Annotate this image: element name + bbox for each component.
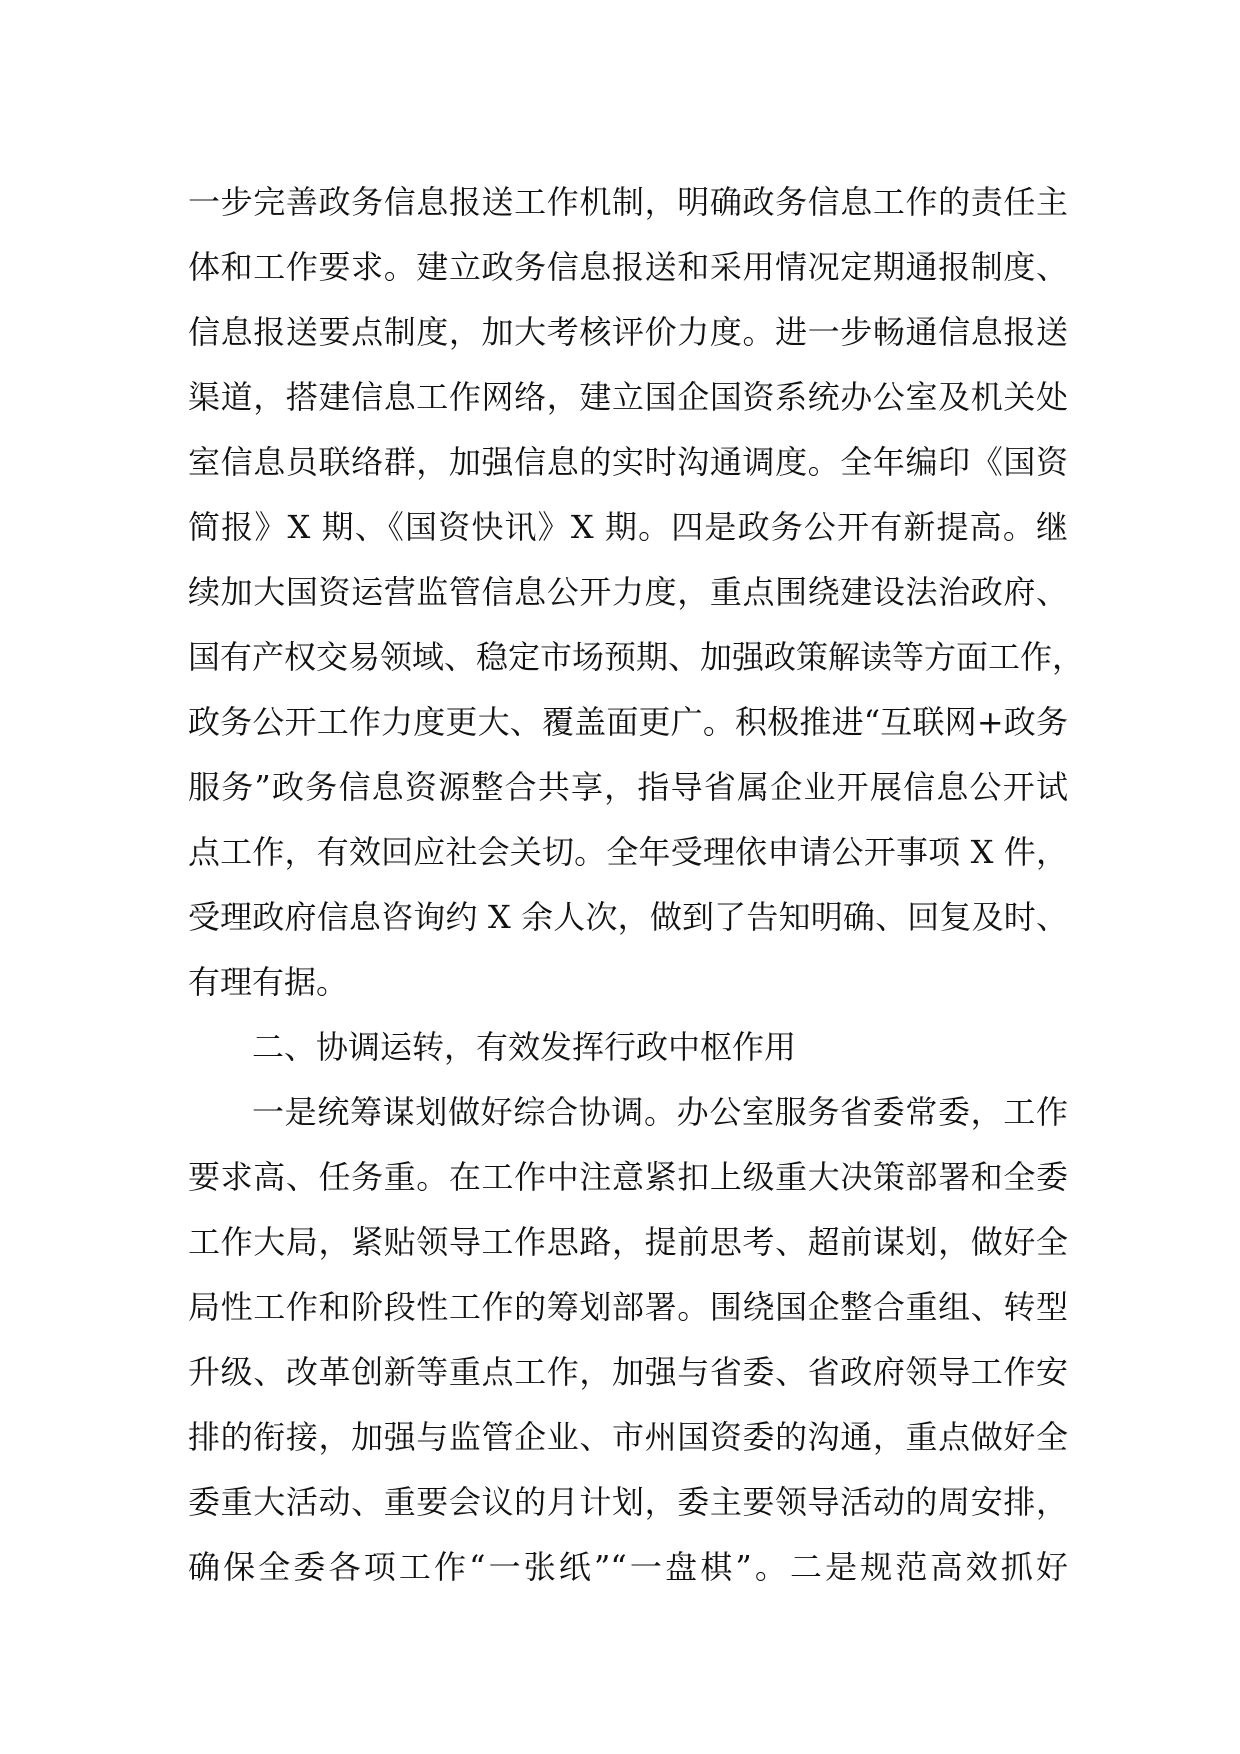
text-line: 服务”政务信息资源整合共享，指导省属企业开展信息公开试: [188, 768, 1068, 806]
text-line: 一步完善政务信息报送工作机制，明确政务信息工作的责任主: [188, 183, 1068, 221]
text-line: 点工作，有效回应社会关切。全年受理依申请公开事项 X 件，: [188, 833, 1068, 871]
text-line: 室信息员联络群，加强信息的实时沟通调度。全年编印《国资: [188, 443, 1068, 481]
text-line: 国有产权交易领域、稳定市场预期、加强政策解读等方面工作，: [188, 638, 1085, 676]
text-line: 确保全委各项工作“一张纸”“一盘棋”。二是规范高效抓好: [188, 1548, 1068, 1586]
text-line: 信息报送要点制度，加大考核评价力度。进一步畅通信息报送: [188, 313, 1068, 351]
text-line: 体和工作要求。建立政务信息报送和采用情况定期通报制度、: [188, 248, 1068, 286]
text-line: 政务公开工作力度更大、覆盖面更广。积极推进“互联网+政务: [188, 703, 1068, 741]
text-line: 简报》X 期、《国资快讯》X 期。四是政务公开有新提高。继: [188, 508, 1068, 546]
section-heading: 二、协调运转，有效发挥行政中枢作用: [252, 1028, 797, 1066]
text-line: 工作大局，紧贴领导工作思路，提前思考、超前谋划，做好全: [188, 1223, 1068, 1261]
text-line: 要求高、任务重。在工作中注意紧扣上级重大决策部署和全委: [188, 1158, 1068, 1196]
document-body: [188, 170, 1085, 1600]
text-line: 委重大活动、重要会议的月计划，委主要领导活动的周安排，: [188, 1483, 1068, 1521]
text-line: 渠道，搭建信息工作网络，建立国企国资系统办公室及机关处: [188, 378, 1068, 416]
text-line: 续加大国资运营监管信息公开力度，重点围绕建设法治政府、: [188, 573, 1068, 611]
paragraph-first-line: 一是统筹谋划做好综合协调。办公室服务省委常委，工作: [252, 1093, 1068, 1131]
text-line: 局性工作和阶段性工作的筹划部署。围绕国企整合重组、转型: [188, 1288, 1068, 1326]
text-line: 升级、改革创新等重点工作，加强与省委、省政府领导工作安: [188, 1353, 1068, 1391]
text-line: 受理政府信息咨询约 X 余人次，做到了告知明确、回复及时、: [188, 898, 1068, 936]
text-line: 排的衔接，加强与监管企业、市州国资委的沟通，重点做好全: [188, 1418, 1068, 1456]
paragraph-end-line: 有理有据。: [188, 963, 349, 1001]
